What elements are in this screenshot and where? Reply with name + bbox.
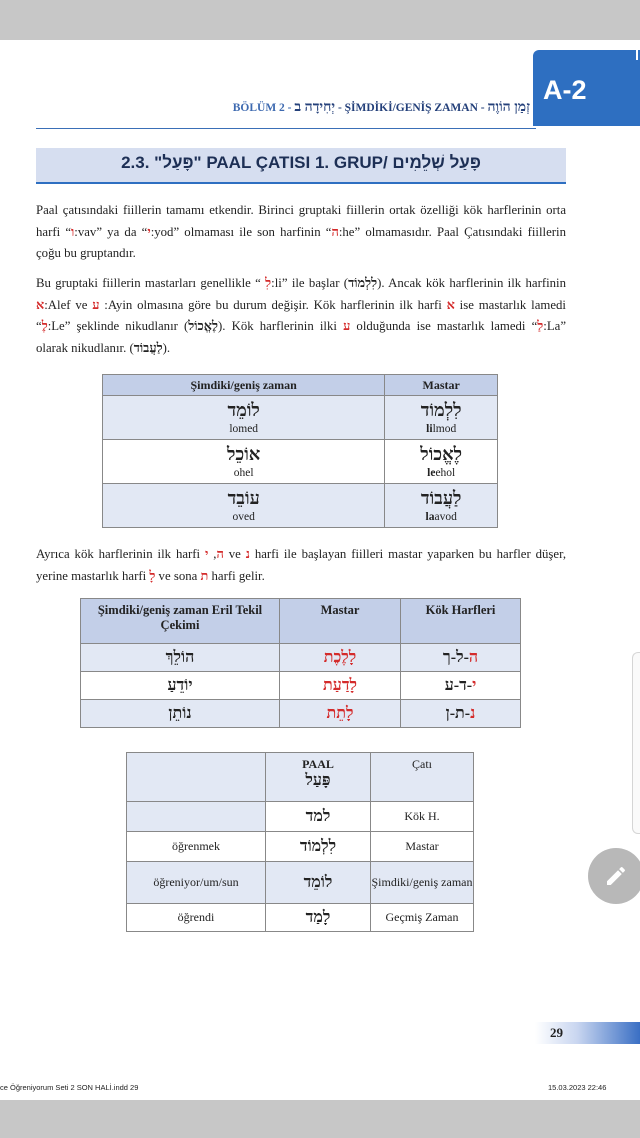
page-number-band <box>535 1022 640 1044</box>
text: ). Ancak kök harflerinin ilk harfinin <box>377 276 567 290</box>
bottom-bar <box>0 1100 640 1138</box>
table-row <box>103 440 498 484</box>
hebrew-word: לִלְמוֹד <box>420 399 462 420</box>
footer-date: 15.03.2023 22:46 <box>548 1083 607 1092</box>
paragraph-1 <box>36 200 566 265</box>
root-first-letter: י <box>472 676 477 694</box>
table-cell: öğrendi <box>127 904 266 932</box>
table-cell: öğreniyor/um/sun <box>127 862 266 904</box>
edit-button[interactable] <box>588 848 640 904</box>
table-cell: לָתֵת <box>280 700 401 728</box>
table-row <box>127 862 474 904</box>
text: :Alef ve <box>44 297 93 312</box>
table-row <box>81 672 521 700</box>
table-row <box>127 904 474 932</box>
column-header: Kök Harfleri <box>401 599 521 644</box>
column-header: Şimdiki/geniş zaman Eril Tekil Çekimi <box>81 599 280 644</box>
present-infinitive-table <box>102 374 498 528</box>
hebrew-letter: לַ <box>537 319 544 333</box>
table-cell: לָלֶכֶת <box>280 644 401 672</box>
hebrew-letter: ע <box>92 297 100 312</box>
document-page[interactable] <box>0 40 640 1100</box>
root-first-letter: ה <box>468 648 479 666</box>
text: ). <box>162 340 171 355</box>
running-header <box>0 100 530 116</box>
text: :Le” şeklinde nikudlanır ( <box>47 319 189 333</box>
root-rest: -ד-ע <box>444 676 473 694</box>
prefix: le <box>427 466 436 479</box>
hebrew-letter: ה <box>216 547 224 561</box>
text: :vav” ya da “ <box>74 224 148 239</box>
hebrew-word: עוֹבֵד <box>227 487 260 508</box>
text: Paal çatısındaki fiillerin tamamı etkendir. Birinci gruptaki fiillerin ortak özelliği kök harflerinin orta harfi “ <box>36 203 566 239</box>
header-subject: - ŞİMDİKİ/GENİŞ ZAMAN - <box>335 102 488 114</box>
chapter-badge <box>533 50 640 126</box>
table-row <box>127 802 474 832</box>
transliteration: lomed <box>229 422 259 435</box>
page-number: 29 <box>550 1025 563 1040</box>
rest: avod <box>434 510 457 523</box>
top-bar <box>0 0 640 40</box>
table-cell: יוֹדֵעַ <box>81 672 280 700</box>
hebrew-letter: ת <box>200 568 209 583</box>
paal-label: PAAL <box>302 757 334 771</box>
hebrew-word: לֶאֱכוֹל <box>188 319 219 333</box>
hebrew-word: לֶאֱכוֹל <box>420 443 463 464</box>
table-cell <box>103 440 385 484</box>
paragraph-2 <box>36 273 566 359</box>
text: ). Kök harflerinin ilki <box>218 319 344 333</box>
hebrew-letter: נ <box>245 547 250 561</box>
root-rest: -ל-ך <box>442 648 469 666</box>
hebrew-letter: י <box>205 547 209 561</box>
root-first-letter: נ <box>470 704 476 722</box>
table-row <box>103 396 498 440</box>
table-cell <box>401 700 521 728</box>
hebrew-word: לַעֲבוֹד <box>133 340 163 355</box>
table-cell <box>385 396 498 440</box>
text: harfi ile başlayan fiilleri mastar yaparken bu harfler düşer, yerine mastarlık harfi <box>36 547 567 583</box>
table-cell <box>401 672 521 700</box>
table-header-row <box>103 375 498 396</box>
text: harfi gelir. <box>208 568 265 583</box>
table-cell: לָדַעַת <box>280 672 401 700</box>
table-cell: öğrenmek <box>127 832 266 862</box>
scrollbar[interactable] <box>632 652 640 834</box>
paal-hebrew: פָּעַל <box>305 772 331 789</box>
hebrew-word: אוֹכֵל <box>226 443 261 464</box>
text: , <box>208 547 217 561</box>
table-cell: לוֹמֵד <box>266 862 371 904</box>
table-cell <box>385 440 498 484</box>
hebrew-letter: י <box>147 224 151 239</box>
text: Bu gruptaki fiillerin mastarları genellikle “ <box>36 276 266 290</box>
header-chapter: BÖLÜM 2 - <box>232 102 295 114</box>
table-cell: הוֹלֵךְ <box>81 644 280 672</box>
transliteration <box>385 465 497 481</box>
text: :yod” olmaması ile son harfinin “ <box>150 224 332 239</box>
table-cell <box>385 484 498 528</box>
footer-file-info: ce Öğreniyorum Seti 2 SON HALİ.indd 29 <box>0 1083 139 1092</box>
table-cell: לִלְמוֹד <box>266 832 371 862</box>
hebrew-word: לוֹמֵד <box>227 399 260 420</box>
hebrew-letter: א <box>36 297 45 312</box>
column-header <box>266 753 371 802</box>
transliteration <box>385 421 497 437</box>
text: :li” ile başlar ( <box>271 276 349 290</box>
text: :he” olmamasıdır. Paal Çatısındaki fiillerin çoğu bu gruptandır. <box>36 224 566 260</box>
table-row <box>81 700 521 728</box>
section-title: 2.3. "פָּעַל" PAAL ÇATISI 1. GRUP/ פָּעַל שְׁלֵמִים <box>121 153 481 172</box>
prefix: la <box>425 510 435 523</box>
badge-mark <box>636 48 638 60</box>
pencil-icon <box>604 864 628 888</box>
transliteration: oved <box>232 510 255 523</box>
table-cell: לָמַד <box>266 904 371 932</box>
empty-header-cell <box>127 753 266 802</box>
hebrew-letter: לֶ <box>41 319 48 333</box>
transliteration: ohel <box>233 466 254 479</box>
table-cell <box>127 802 266 832</box>
text: ve <box>223 547 246 561</box>
table-cell: Kök H. <box>371 802 474 832</box>
hebrew-word: לִלְמוֹד <box>348 276 378 290</box>
text: ve sona <box>155 568 201 583</box>
table-row <box>103 484 498 528</box>
column-header: Mastar <box>385 375 498 396</box>
rest: lmod <box>432 422 457 435</box>
hebrew-letter: לָ <box>149 568 156 583</box>
hebrew-word: לַעֲבוֹד <box>420 487 462 508</box>
table-header-row <box>81 599 521 644</box>
table-row <box>81 644 521 672</box>
table-row <box>127 832 474 862</box>
column-header: Çatı <box>371 753 474 802</box>
badge-label: A-2 <box>543 75 587 105</box>
table-header-row <box>127 753 474 802</box>
hebrew-letter: א <box>446 297 455 312</box>
section-title-box <box>36 148 566 184</box>
hebrew-letter: לִ <box>265 276 272 290</box>
table-cell <box>103 484 385 528</box>
hebrew-letter: ו <box>71 224 75 239</box>
text: ise mastarlık lamedi “ <box>36 297 566 333</box>
table-cell: Mastar <box>371 832 474 862</box>
table-cell: Şimdiki/geniş zaman <box>371 862 474 904</box>
table-cell <box>103 396 385 440</box>
text: Ayrıca kök harflerinin ilk harfi <box>36 547 206 561</box>
table-cell: נוֹתֵן <box>81 700 280 728</box>
paragraph-3 <box>36 544 566 587</box>
table-cell: למד <box>266 802 371 832</box>
column-header: Mastar <box>280 599 401 644</box>
text: olduğunda ise mastarlık lamedi “ <box>350 319 538 333</box>
hebrew-letter: ע <box>343 319 351 333</box>
rest: ehol <box>435 466 456 479</box>
table-cell <box>401 644 521 672</box>
header-hebrew-unit: יְחִידָה ב <box>294 100 336 115</box>
root-letters-table <box>80 598 521 728</box>
root-rest: -ת-ן <box>445 704 471 722</box>
text: :Ayin olmasına göre bu durum değişir. Kök harflerinin ilk harfi <box>99 297 447 312</box>
column-header: Şimdiki/geniş zaman <box>103 375 385 396</box>
prefix: li <box>426 422 433 435</box>
text: :La” olarak nikudlanır. ( <box>36 319 567 355</box>
transliteration <box>385 509 497 525</box>
header-rule <box>36 128 536 129</box>
table-cell: Geçmiş Zaman <box>371 904 474 932</box>
hebrew-letter: ה <box>331 224 339 239</box>
paal-summary-table <box>126 752 474 932</box>
header-hebrew-subject: זְמַן הוֹוֶה <box>487 100 530 115</box>
